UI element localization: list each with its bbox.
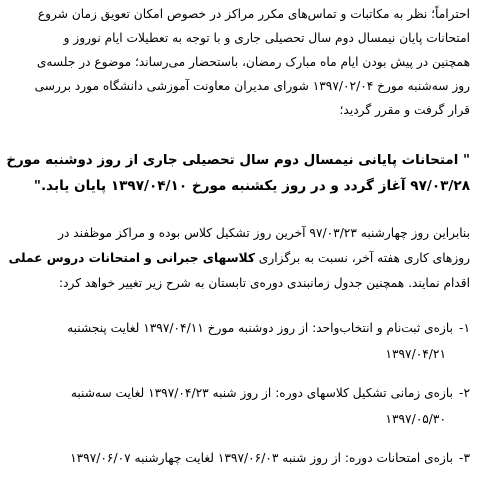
followup-line-2-text: روزهای کاری هفته آخر، نسبت به برگزاری xyxy=(254,251,470,265)
list-item-line-1 xyxy=(67,318,470,338)
intro-line-2: امتحانات پایان نیمسال دوم سال تحصیلی جاری و با توجه به تعطیلات ایام نوروز و xyxy=(63,31,470,45)
list-item-text: بازه‌ی ثبت‌نام و انتخاب‌واحد: از روز دوشنبه مورخ ۱۳۹۷/۰۴/۱۱ لغایت پنجشنبه xyxy=(67,321,454,335)
list-item-line-2: ۱۳۹۷/۰۴/۲۱ xyxy=(385,347,446,361)
intro-line-4: روز سه‌شنبه مورخ ۱۳۹۷/۰۲/۰۴ شورای مدیران معاونت آموزشی دانشگاه مورد بررسی xyxy=(34,79,470,93)
followup-line-1: بنابراین روز چهارشنبه ۹۷/۰۳/۲۳ آخرین روز تشکیل کلاس بوده و مراکز موظفند در xyxy=(58,226,470,240)
list-item-line-1 xyxy=(71,383,470,403)
list-item-number: ۱- xyxy=(459,321,470,335)
followup-line-3: اقدام نمایند. همچنین جدول زمانبندی دوره‌ی تابستان به شرح زیر تغییر خواهد کرد: xyxy=(59,276,470,290)
followup-line-2 xyxy=(9,248,470,268)
list-item-text: بازه‌ی زمانی تشکیل کلاسهای دوره: از روز شنبه ۱۳۹۷/۰۴/۲۳ لغایت سه‌شنبه xyxy=(70,386,454,400)
decision-line-2: ۹۷/۰۳/۲۸ آغاز گردد و در روز یکشنبه مورخ ۱۳۹۷/۰۴/۱۰ پایان یابد." xyxy=(33,178,470,194)
list-item-number: ۲- xyxy=(459,386,470,400)
decision-line-1: " امتحانات پایانی نیمسال دوم سال تحصیلی جاری از روز دوشنبه مورخ xyxy=(6,153,470,168)
intro-line-5: قرار گرفت و مقرر گردید؛ xyxy=(339,103,470,117)
list-item-text: بازه‌ی امتحانات دوره: از روز شنبه ۱۳۹۷/۰۶/۰۳ لغایت چهارشنبه ۱۳۹۷/۰۶/۰۷ xyxy=(70,451,454,465)
list-item-line-2: ۱۳۹۷/۰۵/۳۰ xyxy=(385,412,446,426)
intro-line-1: احتراماً؛ نظر به مکاتبات و تماس‌های مکرر مراکز در خصوص امکان تعویق زمان شروع xyxy=(37,7,470,21)
intro-line-3: همچنین در پیش بودن ایام ماه مبارک رمضان، باستحضار می‌رساند؛ موضوع در جلسه‌ی xyxy=(36,55,470,69)
list-item-number: ۳- xyxy=(459,451,470,465)
followup-emphasis: کلاسهای جبرانی و امتحانات دروس عملی xyxy=(8,251,255,265)
list-item-line-1 xyxy=(70,448,470,468)
